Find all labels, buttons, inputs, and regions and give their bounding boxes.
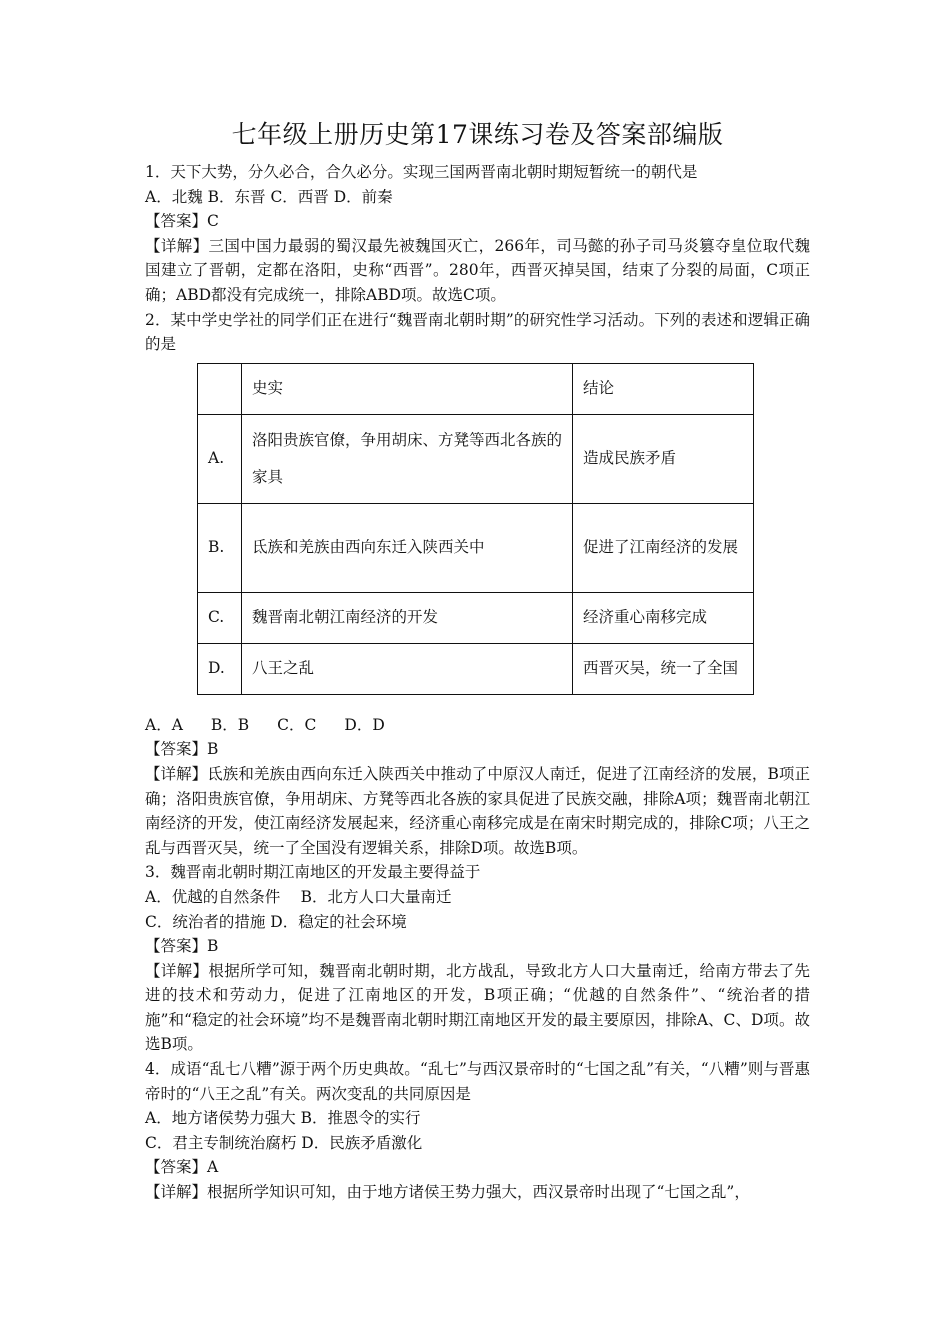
table-cell: 魏晋南北朝江南经济的开发 (242, 592, 573, 643)
question-4-detail: 【详解】根据所学知识可知，由于地方诸侯王势力强大，西汉景帝时出现了“七国之乱”， (145, 1183, 750, 1202)
table-cell: 经济重心南移完成 (573, 592, 754, 643)
document-page (145, 118, 810, 1205)
table-cell: B. (198, 503, 242, 592)
table-header-row (198, 363, 754, 414)
option-b: B．B (210, 715, 250, 734)
option-d: D．D (344, 715, 385, 734)
question-3-stem: 3．魏晋南北朝时期江南地区的开发最主要得益于 (145, 863, 481, 882)
table-header-conclusion: 结论 (573, 363, 754, 414)
question-2-answer: 【答案】B (145, 740, 219, 759)
question-1-answer: 【答案】C (145, 212, 219, 231)
table-row (198, 592, 754, 643)
facts-table (197, 363, 754, 695)
question-2-options (145, 713, 810, 738)
question-2 (145, 308, 810, 861)
table-row (198, 643, 754, 694)
table-cell: 促进了江南经济的发展 (573, 503, 754, 592)
question-3-options-line-2: C．统治者的措施 D．稳定的社会环境 (145, 912, 407, 931)
option-c: C．C (277, 715, 317, 734)
document-title: 七年级上册历史第17课练习卷及答案部编版 (231, 120, 724, 149)
table-cell: D. (198, 643, 242, 694)
table-cell: C. (198, 592, 242, 643)
table-cell: 造成民族矛盾 (573, 414, 754, 503)
question-3-answer: 【答案】B (145, 937, 219, 956)
table-cell: 八王之乱 (242, 643, 573, 694)
question-2-detail: 【详解】氐族和羌族由西向东迁入陕西关中推动了中原汉人南迁，促进了江南经济的发展，B项正确；洛阳贵族官僚，争用胡床、方凳等西北各族的家具促进了民族交融，排除A项；魏晋南北朝江南经济的开发，使江南经济发展起来，经济重心南移完成是在南宋时期完成的，排除C项；八王之乱与西晋灭吴，统一了全国没有逻辑关系，排除D项。故选B项。 (145, 764, 810, 857)
question-4-stem: 4．成语“乱七八糟”源于两个历史典故。“乱七”与西汉景帝时的“七国之乱”有关，“八糟”则与晋惠帝时的“八王之乱”有关。两次变乱的共同原因是 (145, 1060, 810, 1103)
question-4-options-line-2: C．君主专制统治腐朽 D．民族矛盾激化 (145, 1133, 423, 1152)
question-1-detail: 【详解】三国中国力最弱的蜀汉最先被魏国灭亡，266年，司马懿的孙子司马炎篡夺皇位取代魏国建立了晋朝，定都在洛阳，史称“西晋”。280年，西晋灭掉吴国，结束了分裂的局面，C项正确；ABD都没有完成统一，排除ABD项。故选C项。 (145, 236, 810, 304)
question-3 (145, 860, 810, 1057)
table-cell: 西晋灭吴，统一了全国 (573, 643, 754, 694)
question-1-options: A．北魏 B．东晋 C．西晋 D．前秦 (145, 187, 393, 206)
table-cell: A. (198, 414, 242, 503)
question-3-detail: 【详解】根据所学可知，魏晋南北朝时期，北方战乱，导致北方人口大量南迁，给南方带去了先进的技术和劳动力，促进了江南地区的开发，B项正确；“优越的自然条件”、“统治者的措施”和“稳定的社会环境”均不是魏晋南北朝时期江南地区开发的最主要原因，排除A、C、D项。故选B项。 (145, 961, 810, 1054)
table-cell (198, 363, 242, 414)
question-2-stem: 2．某中学史学社的同学们正在进行“魏晋南北朝时期”的研究性学习活动。下列的表述和逻辑正确的是 (145, 310, 810, 354)
question-1 (145, 160, 810, 308)
option-a: A．A (145, 715, 183, 734)
table-row (198, 414, 754, 503)
question-1-stem: 1．天下大势，分久必合，合久必分。实现三国两晋南北朝时期短暂统一的朝代是 (145, 163, 698, 181)
question-4-answer: 【答案】A (145, 1158, 219, 1177)
question-4 (145, 1057, 810, 1205)
question-3-options-line-1: A．优越的自然条件 B．北方人口大量南迁 (145, 887, 452, 906)
table-cell: 氐族和羌族由西向东迁入陕西关中 (242, 503, 573, 592)
question-4-options-line-1: A．地方诸侯势力强大 B．推恩令的实行 (145, 1109, 421, 1128)
table-header-fact: 史实 (242, 363, 573, 414)
table-row (198, 503, 754, 592)
table-cell: 洛阳贵族官僚，争用胡床、方凳等西北各族的家具 (242, 414, 573, 503)
